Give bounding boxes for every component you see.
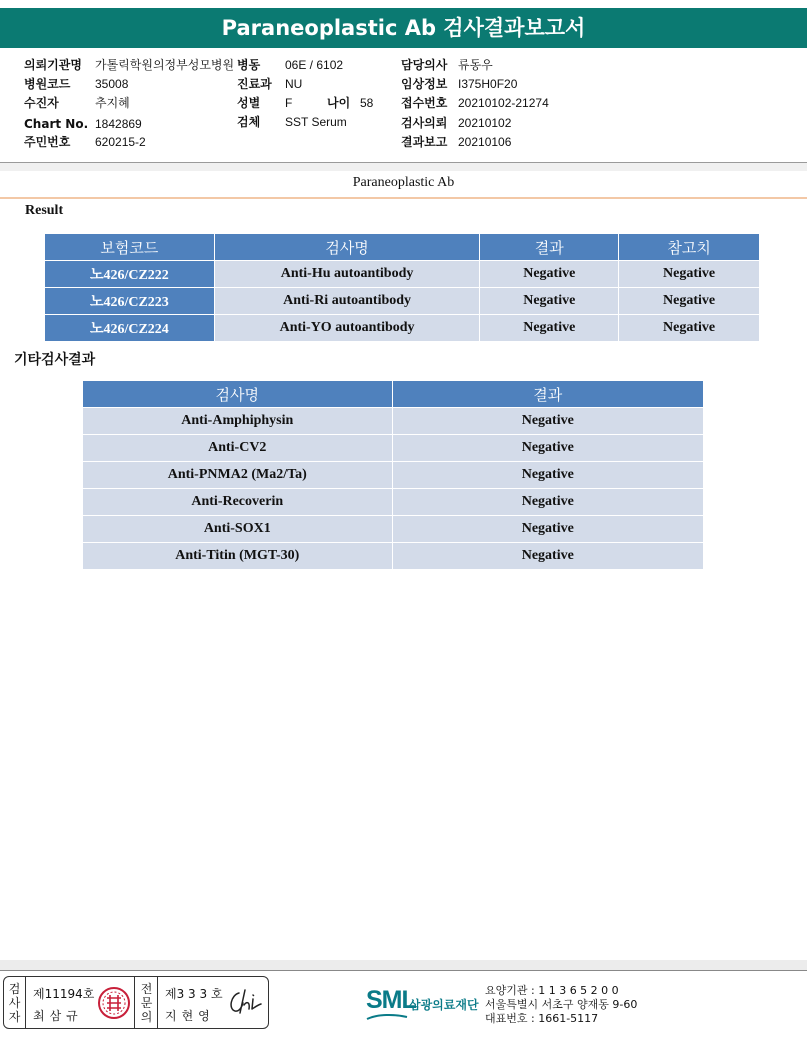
divider-band [0, 163, 807, 171]
value-sex: F [285, 96, 293, 110]
label-physician: 담당의사 [401, 58, 448, 72]
inspector-number: 제11194호 [33, 987, 95, 1001]
result-table [44, 233, 760, 342]
cell-result: Negative [392, 408, 703, 435]
org-address: 서울특별시 서초구 양재동 9-60 [485, 998, 638, 1011]
value-receipt-no: 20210102-21274 [458, 96, 549, 110]
value-ward: 06E / 6102 [285, 58, 344, 72]
value-physician: 류동우 [458, 58, 493, 72]
footer-band [0, 960, 807, 970]
table-row [45, 315, 760, 342]
cell-result: Negative [392, 435, 703, 462]
label-chart-no: Chart No. [24, 117, 89, 131]
value-hospital-code: 35008 [95, 77, 129, 91]
logo-swoosh-icon [366, 1013, 408, 1021]
table-header-row [83, 381, 704, 408]
cell-test-name: Anti-PNMA2 (Ma2/Ta) [83, 462, 393, 489]
cell-reference: Negative [619, 315, 760, 342]
cell-result: Negative [480, 315, 619, 342]
cell-test-name: Anti-YO autoantibody [214, 315, 480, 342]
value-resident-no: 620215-2 [95, 135, 146, 149]
org-name: 삼광의료재단 [409, 998, 479, 1012]
table-row [83, 516, 704, 543]
table-row [83, 489, 704, 516]
section-underline [0, 197, 807, 199]
org-contact [485, 984, 637, 1026]
result-heading: Result [25, 203, 64, 218]
cell-test-name: Anti-CV2 [83, 435, 393, 462]
label-sex: 성별 [237, 96, 261, 110]
footer-divider [0, 970, 807, 971]
cell-test-name: Anti-Recoverin [83, 489, 393, 516]
value-department: NU [285, 77, 303, 91]
other-results-table [82, 380, 704, 570]
org-phone: 대표번호 : 1661-5117 [485, 1012, 599, 1025]
value-request-date: 20210102 [458, 116, 512, 130]
signature-box [3, 976, 269, 1029]
logo-sml-text: SML [366, 986, 416, 1014]
label-request-date: 검사의뢰 [401, 116, 448, 130]
inspector-cell [27, 977, 135, 1028]
label-resident-no: 주민번호 [24, 135, 71, 149]
patient-info-col3 [401, 56, 601, 156]
value-clinical-info: I375H0F20 [458, 77, 518, 91]
org-code: 요양기관 : 1 1 3 6 5 2 0 0 [485, 984, 619, 997]
value-age: 58 [360, 96, 374, 110]
label-specimen: 검체 [237, 115, 261, 129]
cell-test-name: Anti-Ri autoantibody [214, 288, 480, 315]
specialist-name: 지현영 [165, 1009, 215, 1023]
label-hospital-code: 병원코드 [24, 77, 71, 91]
value-patient-name: 추지혜 [95, 96, 130, 110]
table-row [45, 288, 760, 315]
table-header-row [45, 234, 760, 261]
cell-insurance-code: 노426/CZ222 [45, 261, 215, 288]
patient-info-col1 [24, 56, 234, 156]
header-reference: 참고치 [619, 234, 760, 261]
cell-reference: Negative [619, 261, 760, 288]
other-results-heading: 기타검사결과 [14, 352, 96, 368]
header-result: 결과 [392, 381, 703, 408]
header-test-name: 검사명 [214, 234, 480, 261]
cell-test-name: Anti-Hu autoantibody [214, 261, 480, 288]
inspector-label: 검 사 자 [4, 977, 26, 1028]
label-ward: 병동 [237, 58, 261, 72]
table-row [45, 261, 760, 288]
cell-result: Negative [392, 516, 703, 543]
header-test-name: 검사명 [83, 381, 393, 408]
cell-result: Negative [392, 543, 703, 570]
table-row [83, 435, 704, 462]
cell-reference: Negative [619, 288, 760, 315]
specialist-cell [159, 977, 269, 1028]
cell-insurance-code: 노426/CZ223 [45, 288, 215, 315]
label-report-date: 결과보고 [401, 135, 448, 149]
header-result: 결과 [480, 234, 619, 261]
header-insurance-code: 보험코드 [45, 234, 215, 261]
cell-insurance-code: 노426/CZ224 [45, 315, 215, 342]
table-row [83, 543, 704, 570]
label-patient-name: 수진자 [24, 96, 59, 110]
specialist-label: 전 문 의 [136, 977, 158, 1028]
value-chart-no: 1842869 [95, 117, 142, 131]
signature-icon [225, 987, 263, 1017]
cell-test-name: Anti-SOX1 [83, 516, 393, 543]
report-title: Paraneoplastic Ab 검사결과보고서 [0, 8, 807, 48]
table-row [83, 408, 704, 435]
label-department: 진료과 [237, 77, 272, 91]
seal-icon [97, 986, 131, 1020]
cell-result: Negative [392, 462, 703, 489]
table-row [83, 462, 704, 489]
value-specimen: SST Serum [285, 115, 347, 129]
patient-info-col2 [237, 56, 397, 136]
cell-result: Negative [480, 288, 619, 315]
specialist-number: 제3 3 3 호 [165, 987, 223, 1001]
cell-result: Negative [480, 261, 619, 288]
label-age: 나이 [327, 96, 351, 110]
inspector-name: 최삼규 [33, 1009, 83, 1023]
label-requesting-institution: 의뢰기관명 [24, 58, 82, 72]
value-requesting-institution: 가톨릭학원의정부성모병원 [95, 58, 235, 72]
section-title: Paraneoplastic Ab [352, 175, 455, 190]
cell-result: Negative [392, 489, 703, 516]
cell-test-name: Anti-Amphiphysin [83, 408, 393, 435]
label-clinical-info: 임상정보 [401, 77, 448, 91]
label-receipt-no: 접수번호 [401, 96, 448, 110]
cell-test-name: Anti-Titin (MGT-30) [83, 543, 393, 570]
value-report-date: 20210106 [458, 135, 512, 149]
